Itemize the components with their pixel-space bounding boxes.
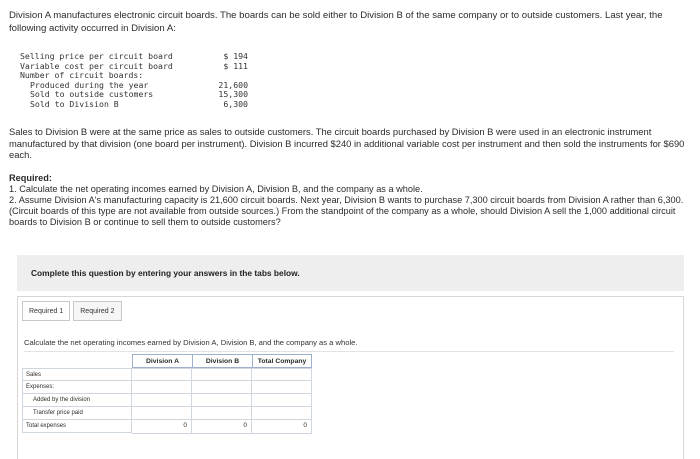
tab-instruction: Calculate the net operating incomes earned by Division A, Division B, and the company as a whole.: [24, 338, 674, 352]
answer-cell[interactable]: [252, 394, 312, 407]
activity-value: $ 194: [223, 51, 248, 61]
required-item: 1. Calculate the net operating incomes earned by Division A, Division B, and the company as a whole.: [9, 184, 423, 194]
tab-required-1[interactable]: Required 1: [22, 301, 70, 321]
answer-table: [22, 354, 312, 433]
activity-label: Variable cost per circuit board: [20, 60, 173, 71]
table-row: [22, 407, 312, 420]
answer-cell[interactable]: [192, 368, 252, 381]
column-header: Total Company: [252, 354, 312, 368]
table-row: [22, 381, 312, 394]
activity-table: [20, 52, 248, 110]
row-label: Expenses:: [22, 381, 132, 394]
problem-paragraph: Sales to Division B were at the same price as sales to outside customers. The circuit boards purchased by Division B were used in an electronic instrument manufactured by that division (one board per instrument). Division B incurred $240 in additional variable cost per instrument and then sold the instruments for $690 each.: [9, 126, 685, 160]
blank-cell: [192, 381, 252, 394]
required-section: [9, 173, 689, 228]
activity-value: 15,300: [218, 89, 248, 100]
answer-tabs-panel: [17, 296, 684, 459]
activity-label: Produced during the year: [30, 79, 149, 90]
total-cell: 0: [252, 420, 312, 434]
total-cell: 0: [192, 420, 252, 434]
activity-value: 21,600: [218, 79, 248, 90]
answer-cell[interactable]: [132, 394, 192, 407]
row-label: Transfer price paid: [22, 407, 132, 420]
total-cell: 0: [132, 420, 192, 434]
table-header: [22, 354, 312, 368]
activity-label: Sold to Division B: [30, 98, 119, 109]
column-header: Division A: [132, 354, 192, 368]
activity-label: Selling price per circuit board: [20, 51, 173, 61]
required-item: 2. Assume Division A's manufacturing capacity is 21,600 circuit boards. Next year, Division B wants to purchase 7,300 circuit boards from Division A rather than 6,300. (Circuit boards of this type are not available from outside sources.) From the standpoint of the company as a whole, should Division A sell the 1,000 additional circuit boards to Division B or continue to sell them to outside customers?: [9, 195, 684, 227]
activity-label: Number of circuit boards:: [20, 70, 144, 81]
table-row: [22, 420, 312, 433]
row-label: Sales: [22, 368, 132, 381]
header-spacer: [22, 354, 132, 368]
answer-cell[interactable]: [132, 368, 192, 381]
problem-intro: Division A manufactures electronic circuit boards. The boards can be sold either to Division B of the same company or to outside customers. Last year, the following activity occurred in Division A:: [9, 10, 663, 34]
blank-cell: [132, 381, 192, 394]
complete-notice-box: [17, 255, 684, 291]
table-row: [22, 368, 312, 381]
activity-value: 6,300: [223, 98, 248, 109]
blank-cell: [252, 381, 312, 394]
activity-value: $ 111: [223, 60, 248, 71]
row-label: Total expenses: [22, 420, 132, 433]
complete-notice: Complete this question by entering your answers in the tabs below.: [31, 268, 300, 278]
column-header: Division B: [192, 354, 252, 368]
required-title: Required:: [9, 173, 52, 183]
answer-cell[interactable]: [192, 394, 252, 407]
activity-row: [20, 100, 248, 110]
tab-bar: [22, 301, 125, 321]
tab-required-2[interactable]: Required 2: [73, 301, 121, 321]
answer-cell[interactable]: [252, 368, 312, 381]
answer-cell[interactable]: [252, 407, 312, 420]
activity-label: Sold to outside customers: [30, 89, 154, 100]
row-label: Added by the division: [22, 394, 132, 407]
answer-cell[interactable]: [132, 407, 192, 420]
answer-cell[interactable]: [192, 407, 252, 420]
table-row: [22, 394, 312, 407]
